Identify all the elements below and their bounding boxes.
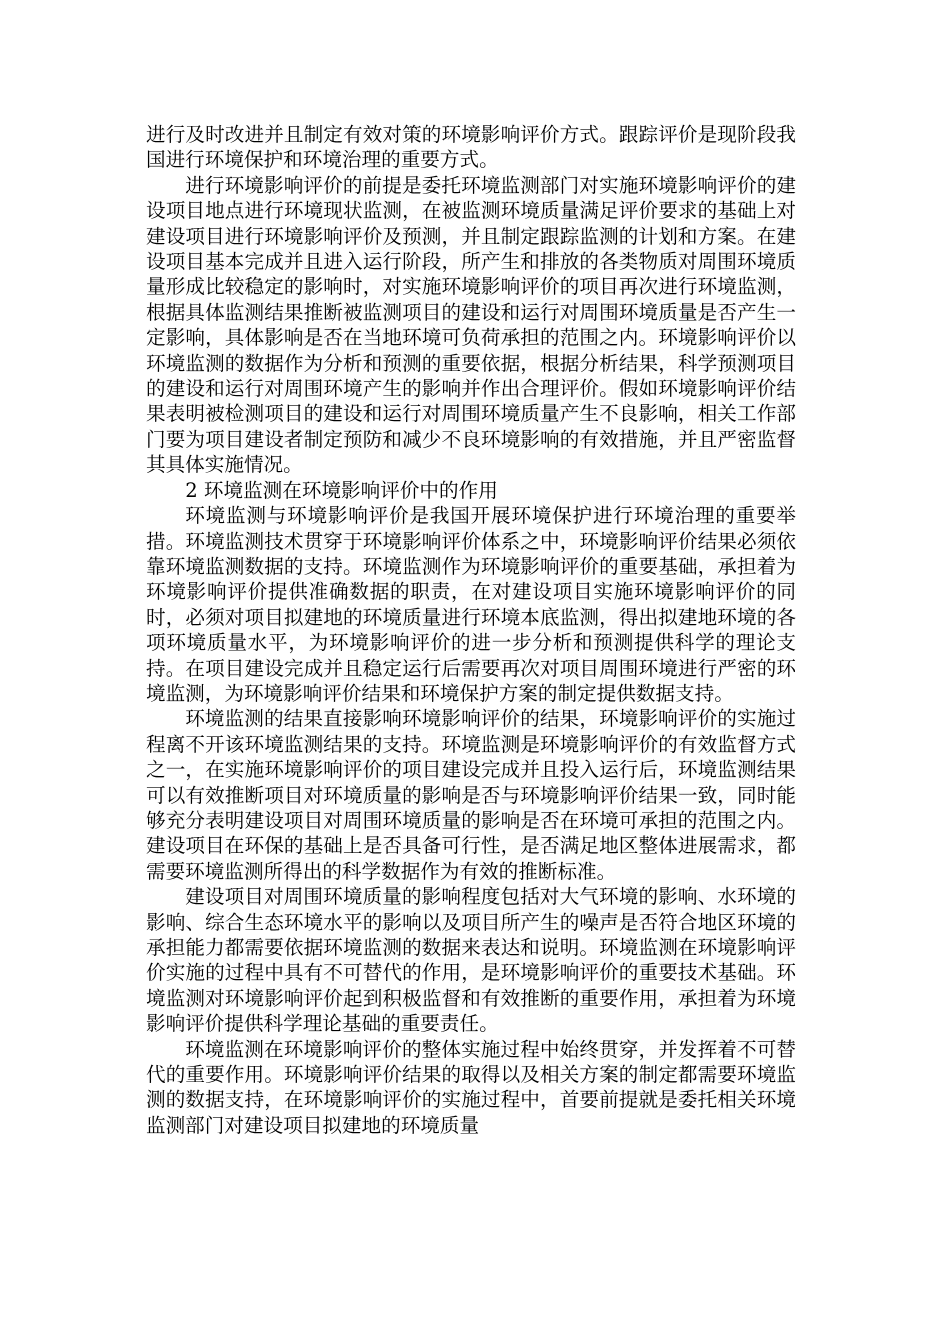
paragraph-evaluation-premise: 进行环境影响评价的前提是委托环境监测部门对实施环境影响评价的建设项目地点进行环境现状监测，在被监测环境质量满足评价要求的基础上对建设项目进行环境影响评价及预测，并且制定跟踪监测的计划和方案。在建设项目基本完成并且进入运行阶段，所产生和排放的各类物质对周围环境质量形成比较稳定的影响时，对实施环境影响评价的项目再次进行环境监测，根据具体监测结果推断被监测项目的建设和运行对周围环境质量是否产生一定影响，具体影响是否在当地环境可负荷承担的范围之内。环境影响评价以环境监测的数据作为分析和预测的重要依据，根据分析结果，科学预测项目的建设和运行对周围环境产生的影响并作出合理评价。假如环境影响评价结果表明被检测项目的建设和运行对周围环境质量产生不良影响，相关工作部门要为项目建设者制定预防和减少不良环境影响的有效措施，并且严密监督其具体实施情况。: [146, 173, 796, 477]
section-heading: 2 环境监测在环境影响评价中的作用: [185, 478, 498, 502]
document-page: [146, 122, 796, 1138]
paragraph-monitoring-results: 环境监测的结果直接影响环境影响评价的结果，环境影响评价的实施过程离不开该环境监测结果的支持。环境监测是环境影响评价的有效监督方式之一，在实施环境影响评价的项目建设完成并且投入运行后，环境监测结果可以有效推断项目对环境质量的影响是否与环境影响评价结果一致，同时能够充分表明建设项目对周围环境质量的影响是否在环境可承担的范围之内。建设项目在环保的基础上是否具备可行性，是否满足地区整体进展需求，都需要环境监测所得出的科学数据作为有效的推断标准。: [146, 707, 796, 883]
paragraph-continuation: 进行及时改进并且制定有效对策的环境影响评价方式。跟踪评价是现阶段我国进行环境保护和环境治理的重要方式。: [146, 123, 796, 172]
paragraph-monitoring-basis: 环境监测与环境影响评价是我国开展环境保护进行环境治理的重要举措。环境监测技术贯穿于环境影响评价体系之中，环境影响评价结果必须依靠环境监测数据的支持。环境监测作为环境影响评价的重要基础，承担着为环境影响评价提供准确数据的职责，在对建设项目实施环境影响评价的同时，必须对项目拟建地的环境质量进行环境本底监测，得出拟建地环境的各项环境质量水平，为环境影响评价的进一步分析和预测提供科学的理论支持。在项目建设完成并且稳定运行后需要再次对项目周围环境进行严密的环境监测，为环境影响评价结果和环境保护方案的制定提供数据支持。: [146, 504, 796, 705]
paragraph-impact-scope: 建设项目对周围环境质量的影响程度包括对大气环境的影响、水环境的影响、综合生态环境水平的影响以及项目所产生的噪声是否符合地区环境的承担能力都需要依据环境监测的数据来表达和说明。环境监测在环境影响评价实施的过程中具有不可替代的作用，是环境影响评价的重要技术基础。环境监测对环境影响评价起到积极监督和有效推断的重要作用，承担着为环境影响评价提供科学理论基础的重要责任。: [146, 885, 796, 1036]
paragraph-overall-role: 环境监测在环境影响评价的整体实施过程中始终贯穿，并发挥着不可替代的重要作用。环境影响评价结果的取得以及相关方案的制定都需要环境监测的数据支持，在环境影响评价的实施过程中，首要前提就是委托相关环境监测部门对建设项目拟建地的环境质量: [146, 1037, 796, 1137]
